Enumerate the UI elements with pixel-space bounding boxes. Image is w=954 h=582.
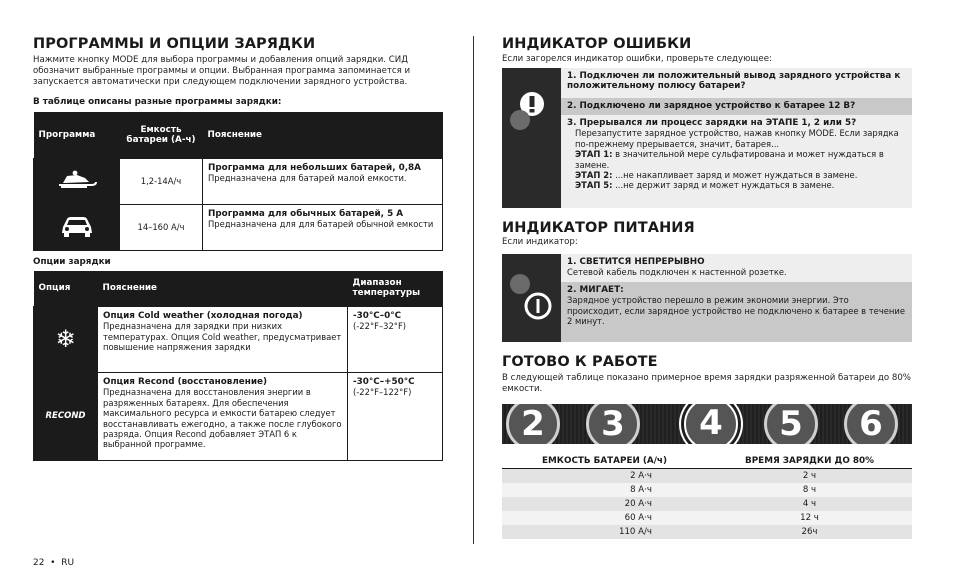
explanation-cell: [203, 204, 443, 250]
error-check-2-text: 2. Подключено ли зарядное устройство к батарее 12 В?: [567, 101, 856, 111]
power-state-2: [561, 282, 912, 342]
error-intro: Если загорелся индикатор ошибки, проверьте следующее:: [502, 54, 772, 64]
power-state-1: [561, 254, 912, 282]
capacity-cell: 60 А·ч: [502, 511, 707, 525]
power-state-2-text: Зарядное устройство перешло в режим экономии энергии. Это происходит, если зарядное устройство не подключено к батарее в течение 2 минут.: [567, 295, 905, 327]
programs-caption: В таблице описаны разные программы зарядки:: [33, 97, 282, 107]
stage-2-badge: 2: [506, 404, 560, 444]
explanation-cell: [203, 158, 443, 204]
section-title-programs: ПРОГРАММЫ И ОПЦИИ ЗАРЯДКИ: [33, 36, 316, 52]
program-title: Программа для обычных батарей, 5 А: [208, 208, 404, 219]
table-row: [34, 158, 443, 204]
time-cell: 4 ч: [707, 497, 912, 511]
col-capacity: Емкость батареи (А-ч): [120, 112, 203, 158]
table-row: [34, 307, 443, 373]
error-check-2: [561, 98, 912, 115]
power-icon: [508, 272, 556, 328]
capacity-cell: 1,2-14А/ч: [120, 158, 203, 204]
power-state-2-title: 2. МИГАЕТ:: [567, 285, 624, 295]
error-indicator-panel: [502, 68, 561, 208]
page-footer: 22 • RU: [33, 558, 75, 568]
power-intro: Если индикатор:: [502, 237, 578, 247]
option-title: Опция Recond (восстановление): [103, 377, 267, 387]
stage-5-badge: 5: [764, 404, 818, 444]
error-exclamation-icon: [508, 92, 556, 180]
options-table: [33, 271, 443, 462]
time-cell: 2 ч: [707, 469, 912, 483]
stage5-text: ...не держит заряд и может нуждаться в замене.: [612, 180, 835, 191]
stage-3-badge: 3: [586, 404, 640, 444]
car-icon: [34, 204, 120, 250]
capacity-cell: 110 А/ч: [502, 525, 707, 539]
programs-table: [33, 112, 443, 251]
section-title-power: ИНДИКАТОР ПИТАНИЯ: [502, 220, 695, 236]
option-text: Предназначена для восстановления энергии в разряженных батареях. Для обеспечения максимального ресурса и емкости батарею следует восстанавливать ежегодно, а также после глубокого разряда. Опция Recond добавляет ЭТАП 6 к выбранной программе.: [103, 387, 342, 450]
time-cell: 26ч: [707, 525, 912, 539]
stage2-label: ЭТАП 2:: [575, 170, 613, 181]
time-cell: 8 ч: [707, 483, 912, 497]
time-cell: 12 ч: [707, 511, 912, 525]
capacity-cell: 20 А·ч: [502, 497, 707, 511]
error-panel: [502, 68, 912, 208]
stage1-text: в значительной мере сульфатирована и может нуждаться в замене.: [575, 149, 884, 170]
error-check-3-title: 3. Прерывался ли процесс зарядки на ЭТАПЕ 1, 2 или 5?: [567, 118, 857, 128]
table-row: [502, 525, 912, 539]
col-range: Диапазон температуры: [348, 271, 443, 307]
stage1-label: ЭТАП 1:: [575, 149, 613, 160]
section-title-ready: ГОТОВО К РАБОТЕ: [502, 354, 658, 370]
snowmobile-icon: [34, 158, 120, 204]
stage-4-badge: 4: [684, 404, 738, 444]
col-explanation: Пояснение: [203, 112, 443, 158]
charge-time-table: [502, 454, 912, 539]
recond-icon: RECOND: [34, 373, 98, 461]
power-state-1-text: Сетевой кабель подключен к настенной розетке.: [567, 267, 787, 278]
program-text: Предназначена для батарей малой емкости.: [208, 172, 407, 183]
table-row: [502, 483, 912, 497]
power-indicator-panel: [502, 254, 561, 342]
range-cell: [348, 373, 443, 461]
table-row: [502, 469, 912, 483]
explanation-cell: [98, 373, 348, 461]
option-text: Предназначена для зарядки при низких температурах. Опция Cold weather, предусматривает повышение напряжения зарядки: [103, 321, 342, 353]
range-f: (-22°F–122°F): [353, 387, 412, 398]
explanation-cell: [98, 307, 348, 373]
table-row: [502, 511, 912, 525]
error-check-1-text: 1. Подключен ли положительный вывод зарядного устройства к положительному полюсу батареи?: [567, 71, 901, 92]
capacity-cell: 2 А·ч: [502, 469, 707, 483]
range-f: (-22°F–32°F): [353, 321, 407, 332]
programs-intro: Нажмите кнопку MODE для выбора программы и добавления опций зарядки. СИД обозначит выбранные программы и опции. Выбранная программа запоминается и запускается автоматически при следующем подключении зарядного устройства.: [33, 55, 411, 87]
error-check-3-text: Перезапустите зарядное устройство, нажав кнопку MODE. Если зарядка по-прежнему прерывается, значит, батарея...: [575, 128, 899, 149]
stage2-text: ...не накапливает заряд и может нуждаться в замене.: [612, 170, 858, 181]
right-column: [502, 36, 912, 537]
snowflake-icon: ❄: [34, 307, 98, 373]
table-row: [502, 497, 912, 511]
option-title: Опция Cold weather (холодная погода): [103, 311, 303, 321]
capacity-cell: 8 А·ч: [502, 483, 707, 497]
power-panel: [502, 254, 912, 342]
col-capacity: ЕМКОСТЬ БАТАРЕИ (А/ч): [502, 454, 707, 469]
ready-intro: В следующей таблице показано примерное время зарядки разряженной батареи до 80% емкости.: [502, 373, 911, 394]
program-title: Программа для небольших батарей, 0,8А: [208, 162, 421, 173]
col-program: Программа: [34, 112, 120, 158]
col-time: ВРЕМЯ ЗАРЯДКИ ДО 80%: [707, 454, 912, 469]
range-c: -30°C–+50°C: [353, 377, 415, 387]
table-row: [34, 204, 443, 250]
stage5-label: ЭТАП 5:: [575, 180, 613, 191]
error-check-1: [561, 68, 912, 98]
stage-6-badge: 6: [844, 404, 898, 444]
program-text: Предназначена для для батарей обычной емкости: [208, 218, 434, 229]
left-column: [33, 36, 443, 461]
table-row: [34, 373, 443, 461]
error-check-3: [561, 115, 912, 208]
range-cell: [348, 307, 443, 373]
col-explanation: Пояснение: [98, 271, 348, 307]
column-divider: [473, 36, 474, 544]
section-title-error: ИНДИКАТОР ОШИБКИ: [502, 36, 692, 52]
capacity-cell: 14–160 А/ч: [120, 204, 203, 250]
col-option: Опция: [34, 271, 98, 307]
range-c: -30°C–0°C: [353, 311, 402, 321]
stage-strip: [502, 404, 912, 444]
power-state-1-title: 1. СВЕТИТСЯ НЕПРЕРЫВНО: [567, 257, 705, 267]
options-caption: Опции зарядки: [33, 256, 111, 267]
